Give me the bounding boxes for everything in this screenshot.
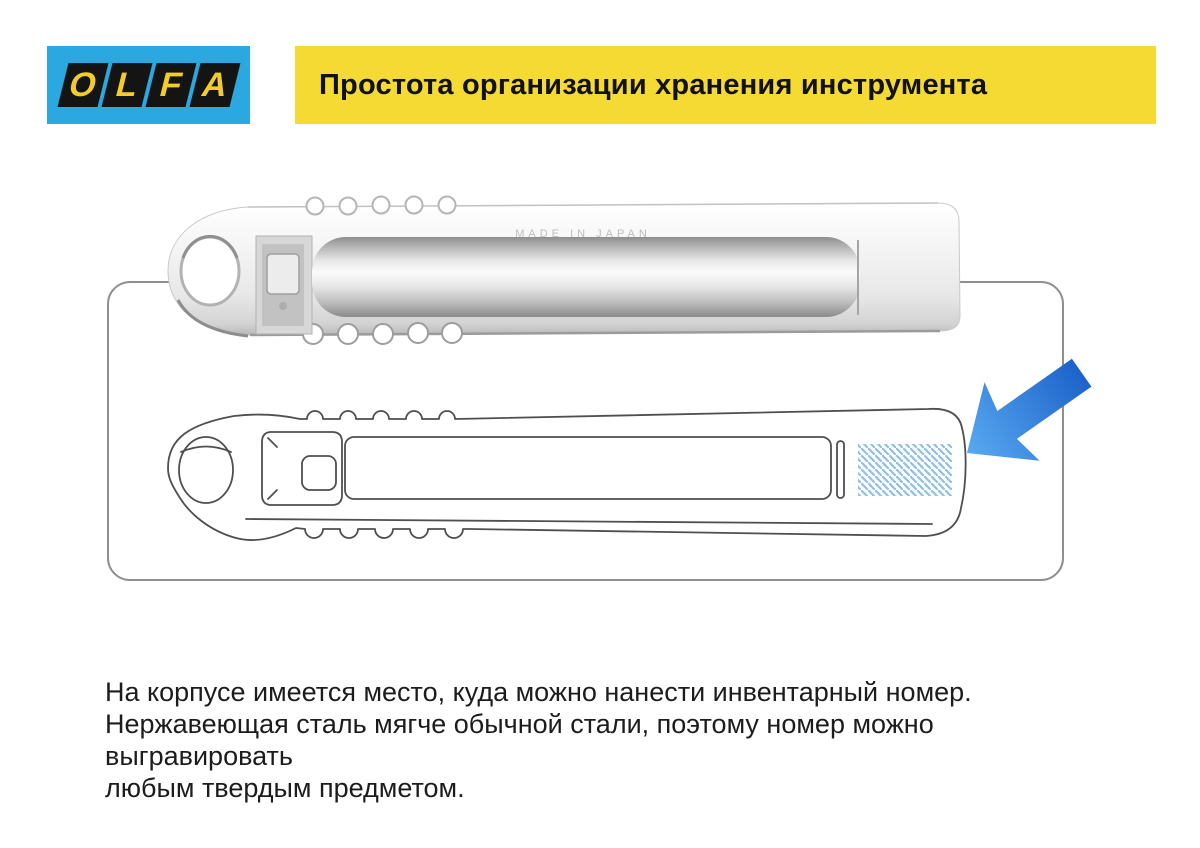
cylinder-rail	[312, 237, 860, 317]
description-text	[105, 676, 1125, 804]
description-line: Нержавеющая сталь мягче обычной стали, поэтому номер можно выгравировать	[105, 709, 934, 771]
description-line: любым твердым предметом.	[105, 773, 465, 803]
blade-slider	[256, 236, 312, 334]
logo-letter: A	[197, 66, 232, 104]
logo-letter: O	[64, 66, 101, 104]
logo-letter: L	[111, 66, 142, 104]
engraving-area-hatch	[858, 444, 952, 496]
description-line: На корпусе имеется место, куда можно нанести инвентарный номер.	[105, 677, 972, 707]
made-in-japan-engraving: MADE IN JAPAN	[515, 228, 651, 240]
logo-letter: F	[155, 66, 186, 104]
banner-title: Простота организации хранения инструмента	[319, 68, 988, 101]
knife-photo	[168, 197, 960, 345]
